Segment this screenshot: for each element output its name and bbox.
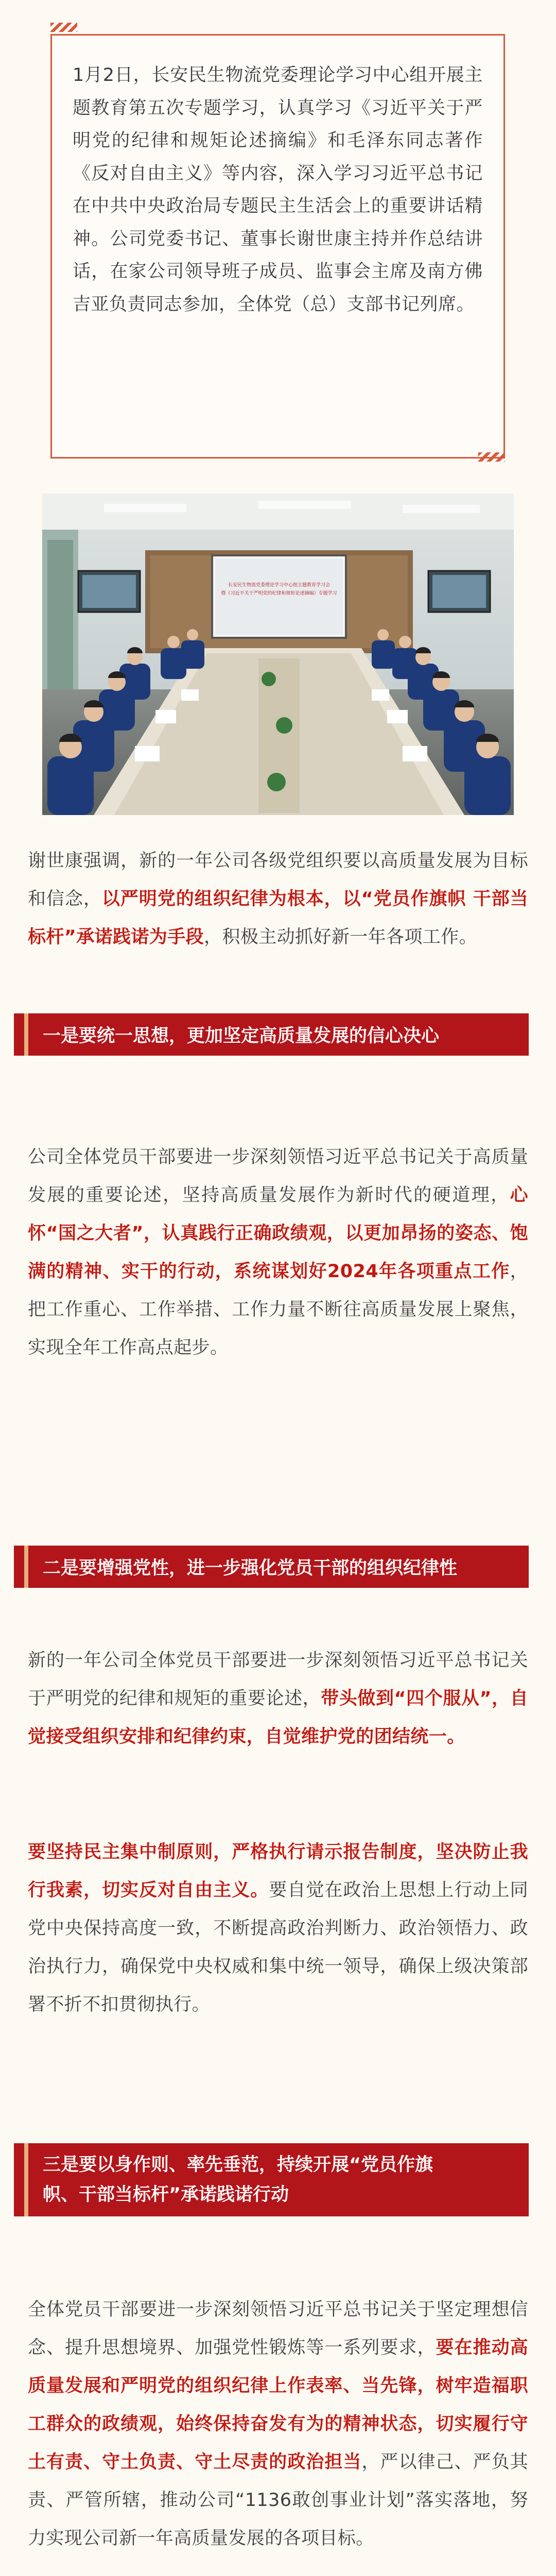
paragraph-5 (28, 2291, 528, 2557)
paragraph-4 (28, 1833, 528, 2024)
section-heading-3-line1: 三是要以身作则、率先垂范，持续开展“党员作旗 (43, 2155, 433, 2175)
section-heading-3-line2: 帜、干部当标杆”承诺践诺行动 (43, 2184, 289, 2205)
paragraph-3 (28, 1641, 528, 1756)
paragraph-2-highlight: 心怀“国之大者”，认真践行正确政绩观，以更加昂扬的姿态、饱满的精神、实干的行动，系统谋划好2024年各项重点工作 (28, 1185, 528, 1282)
paragraph-3-text: 新的一年公司全体党员干部要进一步深刻领悟习近平总书记关于严明党的纪律和规矩的重要论述， (28, 1650, 528, 1709)
paragraph-1 (28, 842, 528, 956)
section-heading-1-text: 一是要统一思想，更加坚定高质量发展的信心决心 (43, 1026, 440, 1046)
intro-box (50, 34, 505, 459)
paragraph-2-text: 公司全体党员干部要进一步深刻领悟习近平总书记关于高质量发展的重要论述，坚持高质量发展作为新时代的硬道理， (28, 1147, 528, 1206)
corner-stripes-bottom-right (478, 452, 505, 462)
paragraph-5-highlight: 要在推动高质量发展和严明党的组织纪律上作表率、当先锋，树牢造福职工群众的政绩观，始终保持奋发有为的精神状态，切实履行守土有责、守土负责、守土尽责的政治担当 (28, 2337, 528, 2472)
screen-text-line2: 暨《习近平关于严明党的纪律和规矩论述摘编》专题学习 (221, 591, 337, 596)
intro-text: 1月2日，长安民生物流党委理论学习中心组开展主题教育第五次专题学习，认真学习《习近平关于严明党的纪律和规矩论述摘编》和毛泽东同志著作《反对自由主义》等内容，深入学习习近平总书记在中共中央政治局专题民主生活会上的重要讲话精神。公司党委书记、董事长谢世康主持并作总结讲话，在家公司领导班子成员、监事会主席及南方佛吉亚负责同志参加，全体党（总）支部书记列席。 (73, 65, 483, 315)
paragraph-3-highlight: 带头做到“四个服从”，自觉接受组织安排和纪律约束，自觉维护党的团结统一。 (28, 1688, 529, 1747)
screen-text-line1: 长安民生物流党委理论学习中心组主题教育学习会 (228, 583, 331, 588)
paragraph-4-text: 要自觉在政治上思想上行动上同党中央保持高度一致，不断提高政治判断力、政治领悟力、政治执行力，确保党中央权威和集中统一领导，确保上级决策部署不折不扣贯彻执行。 (28, 1880, 528, 2015)
paragraph-1-highlight: 以严明党的组织纪律为根本，以“党员作旗帜 干部当标杆”承诺践诺为手段 (28, 889, 528, 947)
corner-stripes-top-left (50, 23, 77, 32)
paragraph-5-text-end: ，严以律己、严负其责、严管所辖，推动公司“1136敢创事业计划”落实落地，努力实现公司新一年高质量发展的各项目标。 (28, 2452, 529, 2549)
section-heading-2-text: 二是要增强党性，进一步强化党员干部的组织纪律性 (43, 1558, 458, 1579)
paragraph-4-highlight: 要坚持民主集中制原则，严格执行请示报告制度，坚决防止我行我素，切实反对自由主义。 (28, 1842, 528, 1901)
paragraph-2-text-end: ，把工作重心、工作举措、工作力量不断往高质量发展上聚焦，实现全年工作高点起步。 (28, 1261, 528, 1358)
section-heading-1 (14, 1013, 529, 1056)
meeting-photo-illustration (42, 494, 514, 815)
paragraph-5-text: 全体党员干部要进一步深刻领悟习近平总书记关于坚定理想信念、提升思想境界、加强党性锻炼等一系列要求， (28, 2299, 528, 2358)
section-heading-3 (14, 2143, 529, 2216)
meeting-photo (42, 494, 514, 815)
section-heading-2 (14, 1546, 529, 1588)
paragraph-1-text-end: ，积极主动抓好新一年各项工作。 (204, 927, 478, 947)
paragraph-1-text: 谢世康强调，新的一年公司各级党组织要以高质量发展为目标和信念， (28, 851, 528, 909)
paragraph-2 (28, 1138, 528, 1367)
